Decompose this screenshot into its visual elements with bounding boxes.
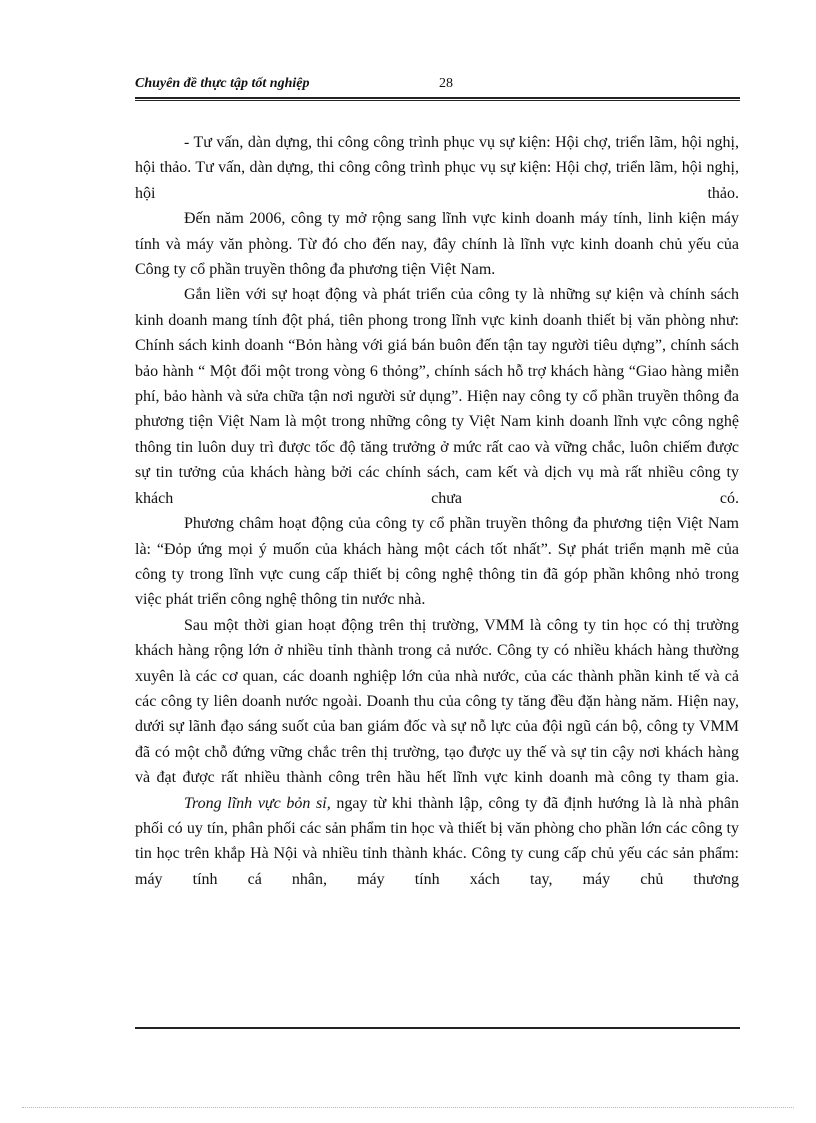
paragraph-business-policies: Gắn liền với sự hoạt động và phát triển của công ty là những sự kiện và chính sách kinh doanh mang tính đột phá, tiên phong trong lĩnh vực kinh doanh thiết bị văn phòng như: Chính sách kinh doanh “Bỏn hàng với giá bán buôn đến tận tay người tiêu dựng”, chính sách bảo hành “ Một đổi một trong vòng 6 thỏng”, chính sách hỗ trợ khách hàng “Giao hàng miễn phí, bảo hành và sửa chữa tận nơi người sử dụng”. Hiện nay công ty cổ phần truyền thông đa phương tiện Việt Nam là một trong những công ty Việt Nam kinh doanh lĩnh vực công nghệ thông tin luôn duy trì được tốc độ tăng trưởng ở mức rất cao và vững chắc, luôn chiếm được sự tin tưởng của khách hàng bởi các chính sách, cam kết và dịch vụ mà rất nhiều công ty khách chưa có. [135, 286, 739, 507]
wholesale-lead: Trong lĩnh vực bỏn sỉ, [184, 794, 331, 812]
wholesale-text: ngay từ khi thành lập, công ty đã định hướng là là nhà phân phối có uy tín, phân phối các sản phẩm tin học và thiết bị văn phòng cho phần lớn các công ty tin học trên khắp Hà Nội và nhiều tỉnh thành khác. Công ty cung cấp chủ yếu các sản phẩm: máy tính cá nhân, máy tính xách tay, máy chủ thương [135, 794, 740, 888]
page-header [135, 76, 740, 96]
header-rule [135, 97, 740, 101]
paragraph-motto: Phương châm hoạt động của công ty cổ phần truyền thông đa phương tiện Việt Nam là: “Đỏp ứng mọi ý muốn của khách hàng một cách tốt nhất”. Sự phát triển mạnh mẽ của công ty trong lĩnh vực cung cấp thiết bị công nghệ thông tin đã góp phần không nhỏ trong việc phát triển công nghệ thông tin nước nhà. [135, 515, 739, 609]
header-title: Chuyên đề thực tập tốt nghiệp [135, 76, 310, 91]
document-body [135, 130, 739, 892]
paragraph-event-services: - Tư vấn, dàn dựng, thi công công trình phục vụ sự kiện: Hội chợ, triển lãm, hội nghị, hội thảo. Tư vấn, dàn dựng, thi công công trình phục vụ sự kiện: Hội chợ, triển lãm, hội nghị, hội thảo. [135, 134, 739, 202]
paragraph-expansion-2006: Đến năm 2006, công ty mở rộng sang lĩnh vực kinh doanh máy tính, linh kiện máy tính và máy văn phòng. Từ đó cho đến nay, đây chính là lĩnh vực kinh doanh chủ yếu của Công ty cổ phần truyền thông đa phương tiện Việt Nam. [135, 210, 739, 279]
page-boundary [22, 1107, 794, 1108]
paragraph-market-position: Sau một thời gian hoạt động trên thị trường, VMM là công ty tin học có thị trường khách hàng rộng lớn ở nhiều tỉnh thành trong cả nước. Công ty có nhiều khách hàng thường xuyên là các cơ quan, các doanh nghiệp lớn của nhà nước, của các thành phần kinh tế và cả các công ty liên doanh nước ngoài. Doanh thu của công ty tăng đều đặn hàng năm. Hiện nay, dưới sự lãnh đạo sáng suốt của ban giám đốc và sự nỗ lực của đội ngũ cán bộ, công ty VMM đã có một chỗ đứng vững chắc trên thị trường, tạo được uy thế và sự tin cậy nơi khách hàng và đạt được rất nhiều thành công trên hầu hết lĩnh vực kinh doanh mà công ty tham gia. [135, 616, 739, 787]
page-number: 28 [439, 76, 453, 91]
footer-rule [135, 1027, 740, 1029]
paragraph-wholesale [135, 791, 739, 893]
